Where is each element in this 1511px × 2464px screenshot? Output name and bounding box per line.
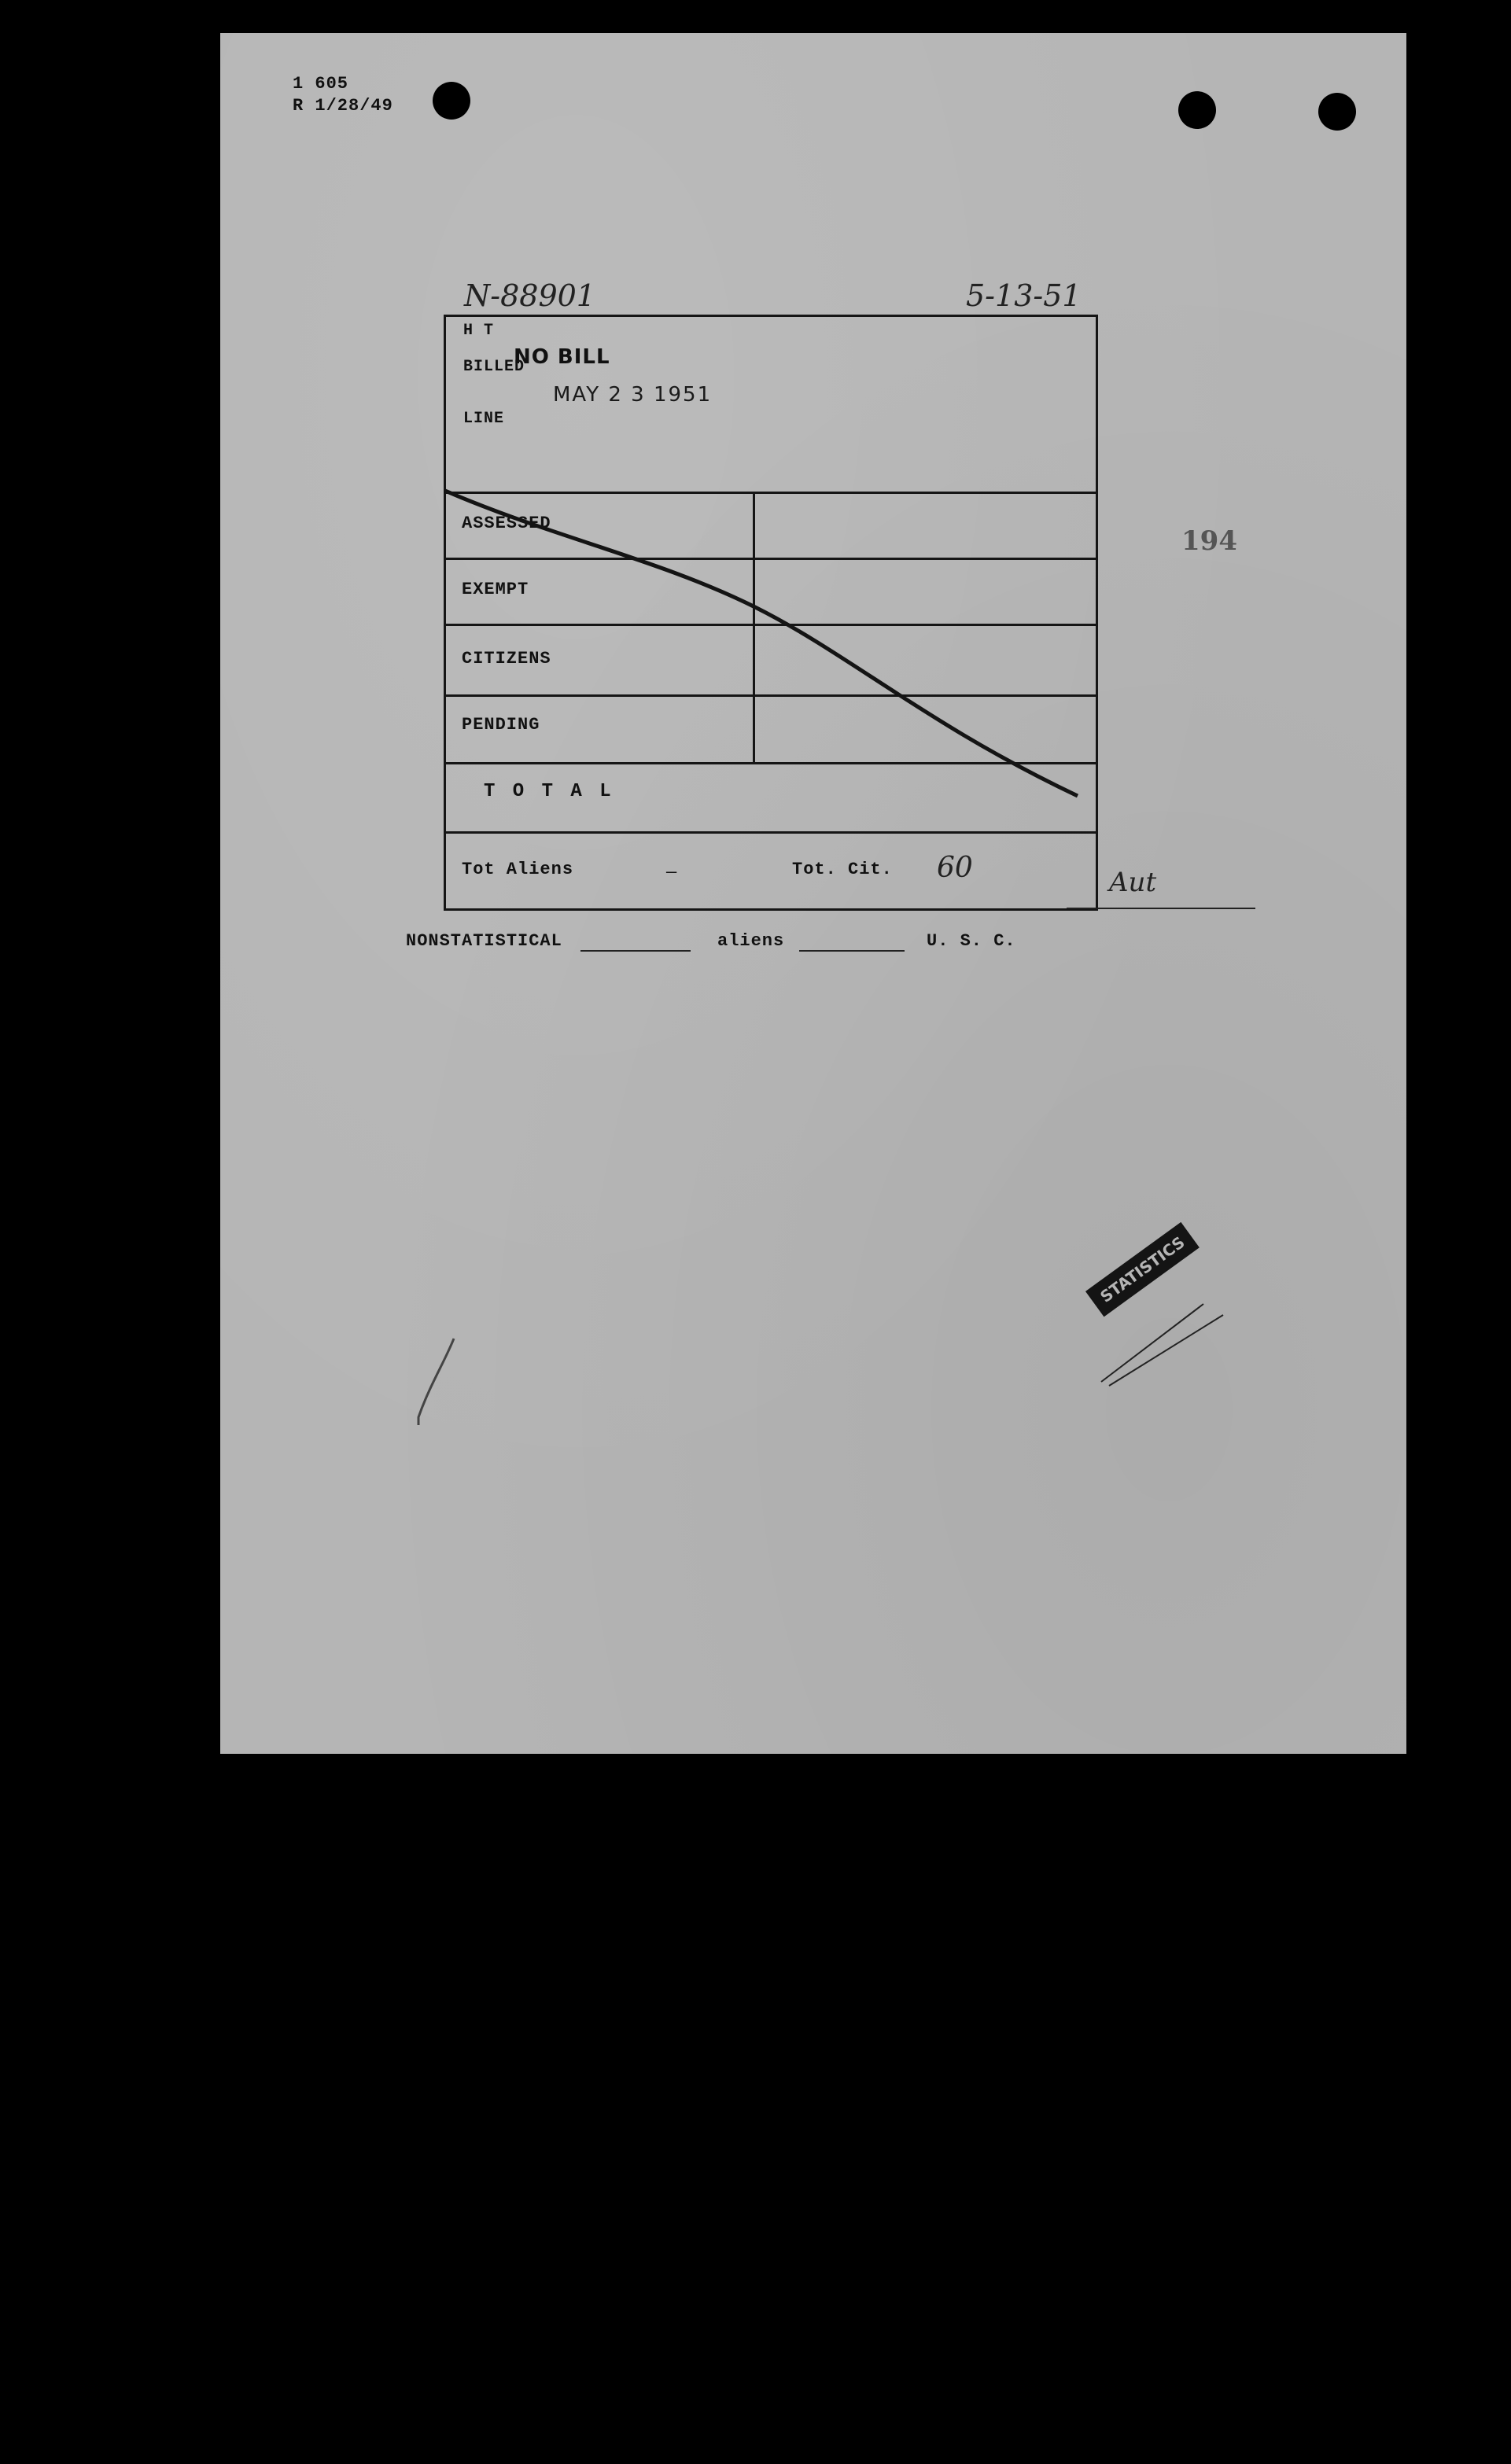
aliens-label: aliens bbox=[717, 931, 785, 951]
usc-label: U. S. C. bbox=[927, 931, 1016, 951]
strike-through-line bbox=[445, 491, 1078, 796]
case-number: N-88901 bbox=[464, 278, 595, 313]
handwritten-marks bbox=[220, 33, 1406, 1754]
row-label-citizens: CITIZENS bbox=[462, 649, 551, 668]
no-bill-stamp: NO BILL bbox=[514, 345, 610, 369]
tot-cit-value: 60 bbox=[937, 852, 973, 884]
ht-label: H T bbox=[463, 322, 495, 340]
header-date-line: R 1/28/49 bbox=[293, 96, 393, 116]
row-label-pending: PENDING bbox=[462, 715, 540, 735]
tot-aliens-value: — bbox=[666, 863, 678, 882]
stamp-date: MAY 2 3 1951 bbox=[553, 383, 713, 407]
initials-signature: Aut bbox=[1109, 867, 1157, 898]
file-number: 1 605 bbox=[293, 74, 349, 94]
nonstatistical-label: NONSTATISTICAL bbox=[406, 931, 562, 951]
tot-aliens-label: Tot Aliens bbox=[462, 860, 574, 879]
page-number: 194 bbox=[1181, 525, 1237, 557]
statistics-stamp: STATISTICS bbox=[1085, 1222, 1200, 1317]
row-label-exempt: EXEMPT bbox=[462, 580, 529, 599]
stamp-border-line-bottom bbox=[1109, 1315, 1223, 1386]
row-label-assessed: ASSESSED bbox=[462, 514, 551, 533]
line-label: LINE bbox=[463, 410, 505, 428]
pencil-mark bbox=[418, 1339, 454, 1425]
billed-label: BILLED bbox=[463, 358, 525, 376]
form-date: 5-13-51 bbox=[966, 278, 1082, 313]
stamp-border-line-top bbox=[1101, 1304, 1203, 1382]
total-label: T O T A L bbox=[484, 781, 614, 802]
document-page bbox=[220, 33, 1406, 1754]
tot-cit-label: Tot. Cit. bbox=[792, 860, 893, 879]
